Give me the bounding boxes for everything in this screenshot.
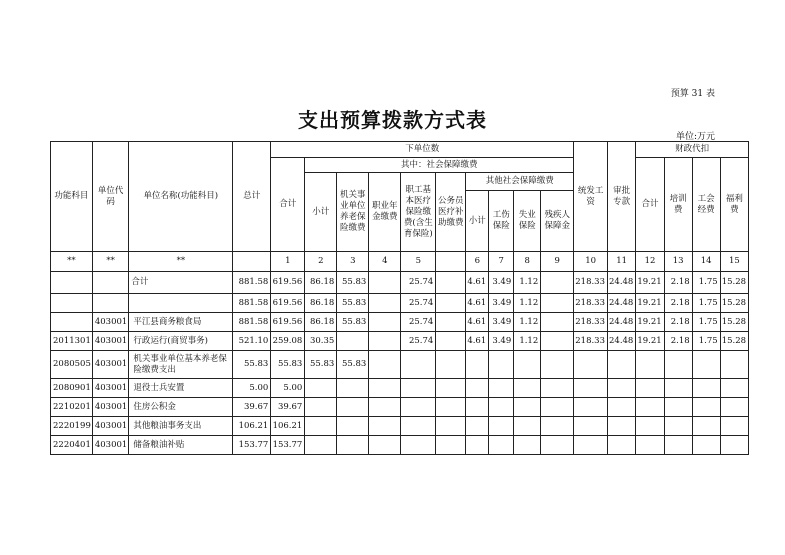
amount-cell: 1.75 bbox=[692, 272, 720, 294]
header-training: 培训费 bbox=[664, 158, 692, 252]
amount-cell: 86.18 bbox=[305, 294, 337, 313]
col-num: 7 bbox=[489, 252, 514, 272]
amount-cell: 24.48 bbox=[608, 294, 636, 313]
header-injury: 工伤保险 bbox=[489, 191, 514, 252]
table-row bbox=[51, 332, 749, 351]
func-code-cell: 2220199 bbox=[51, 417, 93, 436]
col-num: 13 bbox=[664, 252, 692, 272]
amount-cell: 55.83 bbox=[305, 351, 337, 379]
amount-cell bbox=[369, 379, 401, 398]
header-lower-subtotal: 合计 bbox=[271, 158, 305, 252]
amount-cell: 619.56 bbox=[271, 272, 305, 294]
unit-name-cell: 其他粮油事务支出 bbox=[129, 417, 233, 436]
column-number-row bbox=[51, 252, 749, 272]
func-code-cell bbox=[51, 272, 93, 294]
amount-cell bbox=[369, 313, 401, 332]
header-other-social: 其他社会保障缴费 bbox=[466, 173, 574, 191]
unit-code-cell: 403001 bbox=[92, 332, 128, 351]
amount-cell bbox=[489, 417, 514, 436]
table-row bbox=[51, 272, 749, 294]
amount-cell bbox=[436, 398, 466, 417]
amount-cell: 881.58 bbox=[233, 272, 271, 294]
col-num: 4 bbox=[369, 252, 401, 272]
func-code-cell: 2220401 bbox=[51, 436, 93, 455]
amount-cell: 2.18 bbox=[664, 332, 692, 351]
amount-cell: 15.28 bbox=[720, 313, 748, 332]
unit-name-cell: 机关事业单位基本养老保险缴费支出 bbox=[129, 351, 233, 379]
amount-cell bbox=[664, 379, 692, 398]
amount-cell: 55.83 bbox=[337, 313, 369, 332]
amount-cell: 3.49 bbox=[489, 294, 514, 313]
amount-cell bbox=[692, 351, 720, 379]
amount-cell bbox=[337, 379, 369, 398]
amount-cell: 55.83 bbox=[233, 351, 271, 379]
amount-cell: 4.61 bbox=[466, 332, 489, 351]
amount-cell: 218.33 bbox=[574, 294, 608, 313]
amount-cell: 25.74 bbox=[401, 313, 436, 332]
page-title: 支出预算拨款方式表 bbox=[298, 108, 487, 132]
amount-cell bbox=[436, 313, 466, 332]
amount-cell: 153.77 bbox=[233, 436, 271, 455]
amount-cell bbox=[541, 351, 574, 379]
amount-cell: 19.21 bbox=[636, 332, 664, 351]
amount-cell bbox=[369, 332, 401, 351]
unit-code-cell bbox=[92, 272, 128, 294]
amount-cell: 259.08 bbox=[271, 332, 305, 351]
col-num: 5 bbox=[401, 252, 436, 272]
header-func-code: 功能科目 bbox=[51, 142, 93, 252]
unit-code-cell: 403001 bbox=[92, 351, 128, 379]
amount-cell bbox=[369, 294, 401, 313]
unit-code-cell: 403001 bbox=[92, 398, 128, 417]
amount-cell bbox=[664, 398, 692, 417]
amount-cell bbox=[574, 398, 608, 417]
amount-cell bbox=[574, 436, 608, 455]
amount-cell bbox=[305, 379, 337, 398]
header-disability: 残疾人保障金 bbox=[541, 191, 574, 252]
amount-cell: 881.58 bbox=[233, 294, 271, 313]
unit-code-cell bbox=[92, 294, 128, 313]
amount-cell bbox=[514, 379, 541, 398]
func-code-cell: 2210201 bbox=[51, 398, 93, 417]
amount-cell: 19.21 bbox=[636, 272, 664, 294]
amount-cell: 2.18 bbox=[664, 313, 692, 332]
amount-cell bbox=[466, 351, 489, 379]
func-code-cell bbox=[51, 313, 93, 332]
amount-cell: 25.74 bbox=[401, 332, 436, 351]
amount-cell bbox=[514, 417, 541, 436]
amount-cell bbox=[636, 398, 664, 417]
header-approval: 审批专款 bbox=[608, 142, 636, 252]
amount-cell bbox=[664, 417, 692, 436]
col-num: 12 bbox=[636, 252, 664, 272]
amount-cell: 106.21 bbox=[271, 417, 305, 436]
amount-cell bbox=[574, 379, 608, 398]
amount-cell bbox=[636, 417, 664, 436]
header-union: 工会经费 bbox=[692, 158, 720, 252]
unit-code-cell: 403001 bbox=[92, 436, 128, 455]
amount-cell: 86.18 bbox=[305, 272, 337, 294]
amount-cell: 15.28 bbox=[720, 272, 748, 294]
amount-cell: 3.49 bbox=[489, 313, 514, 332]
amount-cell: 218.33 bbox=[574, 332, 608, 351]
amount-cell bbox=[636, 379, 664, 398]
amount-cell bbox=[401, 417, 436, 436]
amount-cell: 30.35 bbox=[305, 332, 337, 351]
func-code-cell: 2080505 bbox=[51, 351, 93, 379]
amount-cell: 2.18 bbox=[664, 294, 692, 313]
amount-cell: 39.67 bbox=[271, 398, 305, 417]
amount-cell bbox=[436, 379, 466, 398]
amount-cell bbox=[608, 379, 636, 398]
header-pension: 机关事业单位养老保险缴费 bbox=[337, 173, 369, 252]
amount-cell bbox=[369, 398, 401, 417]
amount-cell bbox=[466, 379, 489, 398]
amount-cell bbox=[337, 332, 369, 351]
amount-cell bbox=[466, 417, 489, 436]
amount-cell bbox=[489, 351, 514, 379]
amount-cell bbox=[720, 417, 748, 436]
amount-cell bbox=[574, 417, 608, 436]
amount-cell bbox=[514, 351, 541, 379]
header-of-which-social: 其中：社会保障缴费 bbox=[305, 158, 574, 173]
amount-cell bbox=[436, 294, 466, 313]
col-num: 11 bbox=[608, 252, 636, 272]
amount-cell: 24.48 bbox=[608, 313, 636, 332]
amount-cell bbox=[489, 379, 514, 398]
header-wages: 统发工资 bbox=[574, 142, 608, 252]
table-row bbox=[51, 398, 749, 417]
amount-cell bbox=[720, 436, 748, 455]
amount-cell bbox=[692, 379, 720, 398]
amount-cell: 39.67 bbox=[233, 398, 271, 417]
form-number: 预算 31 表 bbox=[670, 89, 715, 99]
amount-cell bbox=[720, 351, 748, 379]
amount-cell: 106.21 bbox=[233, 417, 271, 436]
header-other-subtotal: 小计 bbox=[466, 191, 489, 252]
amount-cell bbox=[466, 398, 489, 417]
table-row bbox=[51, 313, 749, 332]
unit-name-cell bbox=[129, 294, 233, 313]
amount-cell: 1.12 bbox=[514, 294, 541, 313]
amount-cell bbox=[489, 398, 514, 417]
header-welfare: 福利费 bbox=[720, 158, 748, 252]
unit-code-cell: 403001 bbox=[92, 417, 128, 436]
table-row bbox=[51, 436, 749, 455]
amount-cell: 1.75 bbox=[692, 332, 720, 351]
amount-cell bbox=[514, 398, 541, 417]
col-num bbox=[436, 252, 466, 272]
amount-cell: 5.00 bbox=[271, 379, 305, 398]
func-code-cell: 2011301 bbox=[51, 332, 93, 351]
amount-cell: 3.49 bbox=[489, 272, 514, 294]
col-num: 1 bbox=[271, 252, 305, 272]
amount-cell: 218.33 bbox=[574, 313, 608, 332]
amount-cell: 2.18 bbox=[664, 272, 692, 294]
func-code-cell: 2080901 bbox=[51, 379, 93, 398]
unit-name-cell: 行政运行(商贸事务) bbox=[129, 332, 233, 351]
amount-cell bbox=[541, 417, 574, 436]
amount-cell: 1.12 bbox=[514, 313, 541, 332]
table-row bbox=[51, 351, 749, 379]
amount-cell: 25.74 bbox=[401, 294, 436, 313]
amount-cell bbox=[541, 398, 574, 417]
col-num: 6 bbox=[466, 252, 489, 272]
func-code-cell bbox=[51, 294, 93, 313]
amount-cell: 5.00 bbox=[233, 379, 271, 398]
amount-cell: 3.49 bbox=[489, 332, 514, 351]
amount-cell: 4.61 bbox=[466, 313, 489, 332]
col-num: ** bbox=[129, 252, 233, 272]
unit-name-cell: 住房公积金 bbox=[129, 398, 233, 417]
unit-code-cell: 403001 bbox=[92, 313, 128, 332]
amount-cell bbox=[574, 351, 608, 379]
amount-cell bbox=[401, 379, 436, 398]
table-row bbox=[51, 417, 749, 436]
amount-cell: 1.75 bbox=[692, 294, 720, 313]
amount-cell bbox=[692, 398, 720, 417]
unit-name-cell: 储备粮油补贴 bbox=[129, 436, 233, 455]
amount-cell bbox=[664, 351, 692, 379]
amount-cell: 19.21 bbox=[636, 294, 664, 313]
header-fa-total: 合计 bbox=[636, 158, 664, 252]
amount-cell bbox=[369, 272, 401, 294]
amount-cell: 4.61 bbox=[466, 272, 489, 294]
amount-cell: 24.48 bbox=[608, 272, 636, 294]
amount-cell: 19.21 bbox=[636, 313, 664, 332]
table-row bbox=[51, 379, 749, 398]
col-num: 2 bbox=[305, 252, 337, 272]
amount-cell: 15.28 bbox=[720, 294, 748, 313]
col-num: 9 bbox=[541, 252, 574, 272]
amount-cell: 619.56 bbox=[271, 294, 305, 313]
amount-cell bbox=[664, 436, 692, 455]
unit-name-cell: 退役士兵安置 bbox=[129, 379, 233, 398]
header-annuity: 职业年金缴费 bbox=[369, 173, 401, 252]
col-num: 10 bbox=[574, 252, 608, 272]
unit-code-cell: 403001 bbox=[92, 379, 128, 398]
amount-cell bbox=[541, 332, 574, 351]
amount-cell bbox=[337, 436, 369, 455]
header-unit-name: 单位名称(功能科目) bbox=[129, 142, 233, 252]
header-civil-medical: 公务员医疗补助缴费 bbox=[436, 173, 466, 252]
amount-cell bbox=[636, 351, 664, 379]
amount-cell: 55.83 bbox=[337, 272, 369, 294]
header-lower-units: 下单位数 bbox=[271, 142, 574, 158]
amount-cell: 55.83 bbox=[337, 351, 369, 379]
unit-name-cell: 合计 bbox=[129, 272, 233, 294]
amount-cell bbox=[337, 417, 369, 436]
amount-cell bbox=[636, 436, 664, 455]
amount-cell bbox=[489, 436, 514, 455]
amount-cell bbox=[305, 417, 337, 436]
header-unit-code: 单位代码 bbox=[92, 142, 128, 252]
budget-table bbox=[50, 141, 749, 455]
amount-cell bbox=[369, 436, 401, 455]
col-num: ** bbox=[92, 252, 128, 272]
table-header bbox=[51, 142, 749, 272]
amount-cell: 55.83 bbox=[337, 294, 369, 313]
amount-cell: 1.12 bbox=[514, 272, 541, 294]
header-medical: 职工基本医疗保险缴费(含生育保险) bbox=[401, 173, 436, 252]
amount-cell bbox=[436, 332, 466, 351]
unit-label: 单位:万元 bbox=[675, 132, 715, 142]
amount-cell bbox=[401, 436, 436, 455]
col-num: 3 bbox=[337, 252, 369, 272]
amount-cell bbox=[436, 417, 466, 436]
amount-cell bbox=[608, 417, 636, 436]
col-num: 8 bbox=[514, 252, 541, 272]
amount-cell: 1.75 bbox=[692, 313, 720, 332]
amount-cell bbox=[541, 379, 574, 398]
amount-cell bbox=[541, 436, 574, 455]
header-total: 总计 bbox=[233, 142, 271, 252]
header-unemployment: 失业保险 bbox=[514, 191, 541, 252]
amount-cell bbox=[436, 436, 466, 455]
amount-cell bbox=[466, 436, 489, 455]
amount-cell bbox=[305, 398, 337, 417]
amount-cell: 153.77 bbox=[271, 436, 305, 455]
table-row bbox=[51, 294, 749, 313]
amount-cell: 521.10 bbox=[233, 332, 271, 351]
amount-cell bbox=[401, 398, 436, 417]
amount-cell bbox=[541, 294, 574, 313]
header-subtotal: 小计 bbox=[305, 173, 337, 252]
amount-cell bbox=[720, 379, 748, 398]
header-finance-agent: 财政代扣 bbox=[636, 142, 749, 158]
col-num bbox=[233, 252, 271, 272]
amount-cell: 15.28 bbox=[720, 332, 748, 351]
table-body bbox=[51, 272, 749, 455]
amount-cell bbox=[608, 351, 636, 379]
col-num: 14 bbox=[692, 252, 720, 272]
amount-cell bbox=[608, 398, 636, 417]
amount-cell bbox=[692, 417, 720, 436]
amount-cell bbox=[337, 398, 369, 417]
col-num: ** bbox=[51, 252, 93, 272]
amount-cell: 25.74 bbox=[401, 272, 436, 294]
amount-cell bbox=[369, 351, 401, 379]
amount-cell bbox=[436, 351, 466, 379]
amount-cell bbox=[369, 417, 401, 436]
amount-cell bbox=[541, 313, 574, 332]
amount-cell bbox=[692, 436, 720, 455]
amount-cell bbox=[541, 272, 574, 294]
amount-cell: 619.56 bbox=[271, 313, 305, 332]
amount-cell: 218.33 bbox=[574, 272, 608, 294]
amount-cell bbox=[401, 351, 436, 379]
amount-cell bbox=[720, 398, 748, 417]
amount-cell: 881.58 bbox=[233, 313, 271, 332]
amount-cell bbox=[514, 436, 541, 455]
amount-cell: 55.83 bbox=[271, 351, 305, 379]
amount-cell bbox=[608, 436, 636, 455]
amount-cell: 86.18 bbox=[305, 313, 337, 332]
col-num: 15 bbox=[720, 252, 748, 272]
amount-cell: 4.61 bbox=[466, 294, 489, 313]
amount-cell bbox=[436, 272, 466, 294]
amount-cell bbox=[305, 436, 337, 455]
unit-name-cell: 平江县商务粮食局 bbox=[129, 313, 233, 332]
amount-cell: 24.48 bbox=[608, 332, 636, 351]
amount-cell: 1.12 bbox=[514, 332, 541, 351]
